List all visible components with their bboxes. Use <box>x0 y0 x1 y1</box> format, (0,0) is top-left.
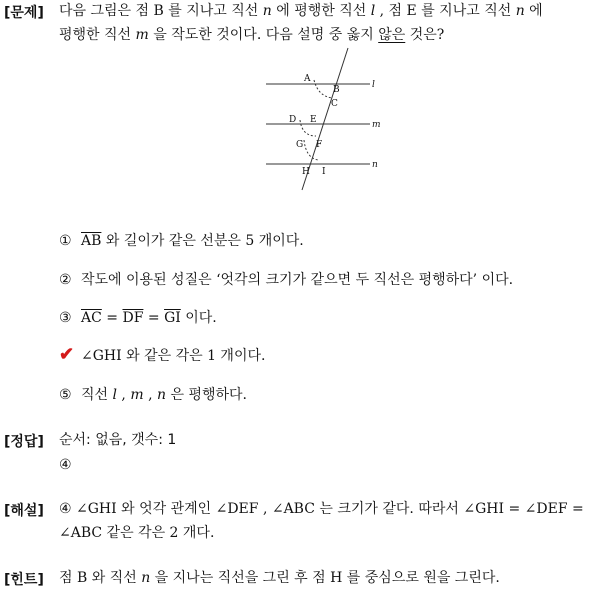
explanation-tag: [해설] <box>4 503 44 519</box>
explanation-line-1: ④ ∠GHI 와 엇각 관계인 ∠DEF , ∠ABC 는 크기가 같다. 따라서 ∠GHI = ∠DEF = <box>59 501 584 517</box>
var-m: m <box>130 387 144 403</box>
label-B: B <box>333 85 340 95</box>
segment: $\overline{GI}$ <box>164 310 181 326</box>
choice-number: ② <box>59 272 72 288</box>
label-C: C <box>331 99 338 109</box>
text: = <box>143 310 165 326</box>
text: 은 평행하다. <box>166 387 247 403</box>
segment: $\overline{DF}$ <box>122 310 144 326</box>
label-F: F <box>316 140 323 150</box>
text: 와 길이가 같은 선분은 5 개이다. <box>101 233 304 249</box>
label-E: E <box>310 115 317 125</box>
text: 을 지나는 직선을 그린 후 점 H 를 중심으로 원을 그린다. <box>150 570 500 586</box>
underlined-word: 않은 <box>378 27 406 43</box>
text: 점 B 와 직선 <box>59 570 142 586</box>
label-D: D <box>289 115 297 125</box>
label-G: G <box>296 140 304 150</box>
problem-line-2 <box>59 26 444 44</box>
text: , 점 E 를 지나고 직선 <box>375 3 516 19</box>
label-A: A <box>304 74 311 84</box>
text: ∠GHI 와 같은 각은 1 개이다. <box>81 348 266 364</box>
choice-5 <box>59 386 247 404</box>
explanation-line-2: ∠ABC 같은 각은 2 개다. <box>59 525 215 541</box>
segment: $\overline{AC}$ <box>81 310 102 326</box>
text: 평행한 직선 <box>59 27 136 43</box>
construction-figure <box>260 45 390 195</box>
text: 이다. <box>180 310 217 326</box>
label-I: I <box>322 167 326 177</box>
choice-4 <box>59 346 265 365</box>
arc-ABC <box>314 80 332 98</box>
label-H: H <box>302 167 310 177</box>
text: 직선 <box>81 387 113 403</box>
var-n: n <box>156 387 167 403</box>
hint-tag: [힌트] <box>4 572 44 588</box>
text: , <box>116 387 131 403</box>
choice-number: ③ <box>59 310 72 326</box>
label-m: m <box>372 120 381 130</box>
text: 것은? <box>405 27 445 43</box>
choice-3 <box>59 309 217 327</box>
text: 에 <box>524 3 543 19</box>
label-n: n <box>372 160 378 170</box>
var-n: n <box>515 3 525 19</box>
problem-tag: [문제] <box>4 5 44 21</box>
var-l: l <box>370 3 376 19</box>
text: = <box>101 310 123 326</box>
hint-line <box>59 569 500 587</box>
var-m: m <box>135 27 149 43</box>
answer-line-2: ④ <box>59 457 72 473</box>
var-l: l <box>112 387 117 403</box>
choice-number: ⑤ <box>59 387 72 403</box>
text: 다음 그림은 점 B 를 지나고 직선 <box>59 3 263 19</box>
var-n: n <box>141 570 151 586</box>
var-n: n <box>262 3 272 19</box>
answer-line-1: 순서: 없음, 갯수: 1 <box>59 432 177 448</box>
choice-1 <box>59 232 304 250</box>
choice-number: ① <box>59 233 72 249</box>
text: 에 평행한 직선 <box>271 3 371 19</box>
text: 을 작도한 것이다. 다음 설명 중 옳지 <box>148 27 379 43</box>
label-l: l <box>372 80 375 90</box>
choice-2 <box>59 271 513 289</box>
check-icon: ✔ <box>59 344 75 365</box>
text: 작도에 이용된 성질은 ‘엇각의 크기가 같으면 두 직선은 평행하다’ 이다. <box>81 272 514 288</box>
text: , <box>143 387 157 403</box>
problem-line-1 <box>59 2 543 20</box>
segment: $\overline{AB}$ <box>81 233 102 249</box>
answer-tag: [정답] <box>4 434 44 450</box>
